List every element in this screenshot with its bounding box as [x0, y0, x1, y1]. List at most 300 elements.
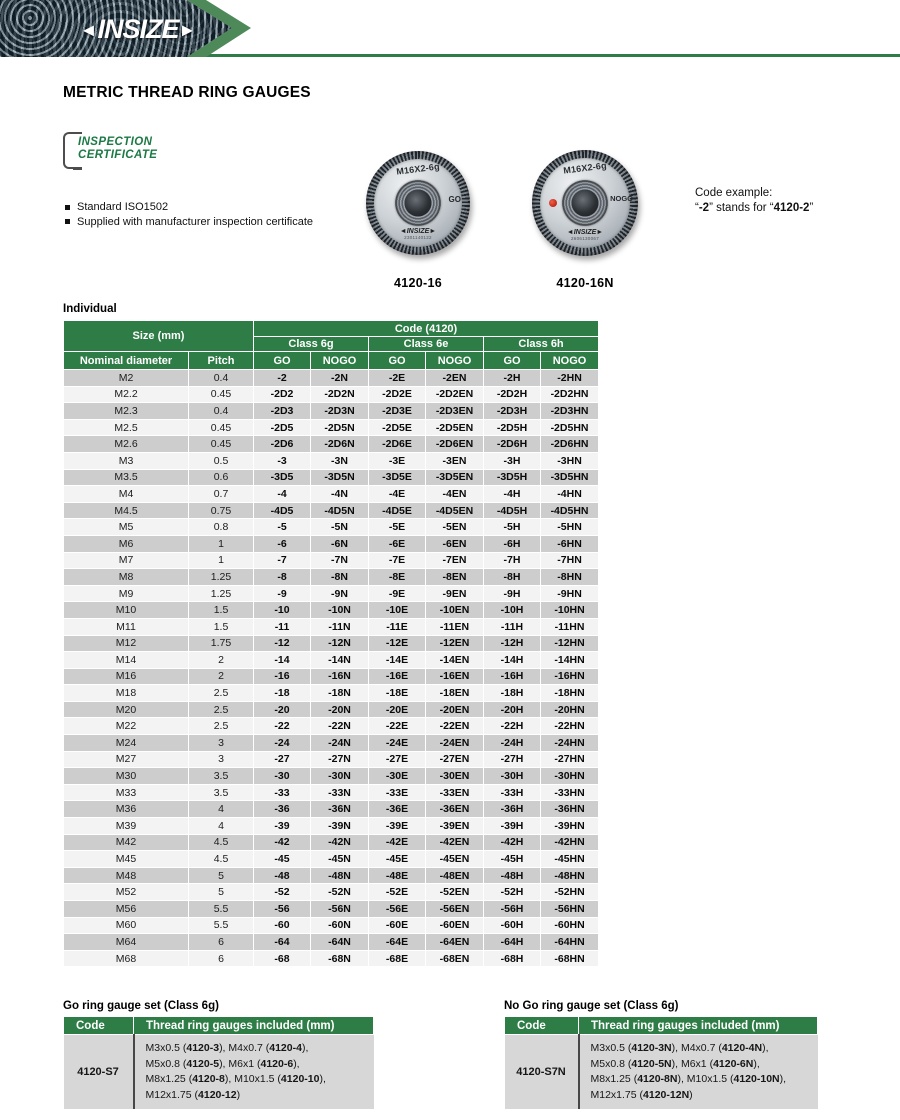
code-cell: -7EN	[426, 552, 484, 569]
code-example-heading: Code example:	[695, 187, 773, 199]
code-cell: -2D6HN	[541, 436, 599, 453]
go-header: GO	[484, 352, 541, 370]
pitch-cell: 1.5	[189, 618, 254, 635]
pitch-cell: 5.5	[189, 917, 254, 934]
pitch-cell: 0.5	[189, 452, 254, 469]
nominal-diameter-cell: M27	[64, 751, 189, 768]
code-cell: -68HN	[541, 950, 599, 967]
code-cell: -39	[254, 818, 311, 835]
code-cell: -5E	[369, 519, 426, 536]
pitch-cell: 0.8	[189, 519, 254, 536]
code-cell: -2D2H	[484, 386, 541, 403]
code-cell: -48H	[484, 867, 541, 884]
code-cell: -3	[254, 452, 311, 469]
nominal-diameter-cell: M45	[64, 851, 189, 868]
pitch-cell: 1.25	[189, 569, 254, 586]
code-cell: -48E	[369, 867, 426, 884]
code-cell: -2D3E	[369, 403, 426, 420]
nominal-diameter-cell: M9	[64, 585, 189, 602]
code-cell: -14EN	[426, 652, 484, 669]
code-cell: -22E	[369, 718, 426, 735]
pitch-cell: 0.4	[189, 403, 254, 420]
code-cell: -14E	[369, 652, 426, 669]
code-cell: -3D5HN	[541, 469, 599, 486]
code-cell: -11H	[484, 618, 541, 635]
code-cell: -2D5H	[484, 419, 541, 436]
nominal-diameter-cell: M48	[64, 867, 189, 884]
nogo-ring-caption: 4120-16N	[556, 276, 614, 290]
code-cell: -11N	[311, 618, 369, 635]
code-cell: -3HN	[541, 452, 599, 469]
nominal-diameter-cell: M60	[64, 917, 189, 934]
code-cell: -68	[254, 950, 311, 967]
code-cell: -12H	[484, 635, 541, 652]
nogo-header: NOGO	[311, 352, 369, 370]
code-cell: -22EN	[426, 718, 484, 735]
code-cell: -52HN	[541, 884, 599, 901]
code-cell: -14HN	[541, 652, 599, 669]
set-code-value: 4120-S7	[64, 1035, 134, 1110]
go-header: GO	[254, 352, 311, 370]
code-cell: -2D6H	[484, 436, 541, 453]
set-contents-line: M12x1.75 (4120-12)	[145, 1088, 241, 1101]
pitch-cell: 6	[189, 934, 254, 951]
go-ring-gauge-image	[366, 151, 470, 255]
nominal-diameter-cell: M12	[64, 635, 189, 652]
code-cell: -68E	[369, 950, 426, 967]
code-cell: -33H	[484, 784, 541, 801]
code-cell: -2HN	[541, 370, 599, 387]
code-cell: -2D5	[254, 419, 311, 436]
code-cell: -2D6EN	[426, 436, 484, 453]
pitch-cell: 1	[189, 552, 254, 569]
table-row	[64, 552, 599, 569]
code-cell: -45EN	[426, 851, 484, 868]
code-cell: -42N	[311, 834, 369, 851]
code-cell: -20HN	[541, 701, 599, 718]
nogo-header: NOGO	[426, 352, 484, 370]
badge-line2: CERTIFICATE	[78, 148, 158, 161]
pitch-cell: 4.5	[189, 851, 254, 868]
code-cell: -2D3N	[311, 403, 369, 420]
code-cell: -64H	[484, 934, 541, 951]
code-cell: -42EN	[426, 834, 484, 851]
code-cell: -45N	[311, 851, 369, 868]
code-cell: -18HN	[541, 685, 599, 702]
table-row	[64, 867, 599, 884]
code-cell: -2D2	[254, 386, 311, 403]
table-row	[64, 751, 599, 768]
code-cell: -8H	[484, 569, 541, 586]
code-example	[695, 186, 813, 216]
code-cell: -16E	[369, 668, 426, 685]
code-cell: -52N	[311, 884, 369, 901]
code-cell: -14H	[484, 652, 541, 669]
code-cell: -2N	[311, 370, 369, 387]
go-set-title: Go ring gauge set (Class 6g)	[63, 1000, 219, 1012]
pitch-cell: 2	[189, 668, 254, 685]
code-cell: -2D2E	[369, 386, 426, 403]
table-row	[64, 502, 599, 519]
code-cell: -18EN	[426, 685, 484, 702]
code-cell: -4H	[484, 486, 541, 503]
nogo-set-title: No Go ring gauge set (Class 6g)	[504, 1000, 679, 1012]
code-cell: -8	[254, 569, 311, 586]
code-cell: -4D5	[254, 502, 311, 519]
code-cell: -11HN	[541, 618, 599, 635]
code-cell: -20	[254, 701, 311, 718]
code-cell: -22	[254, 718, 311, 735]
code-cell: -12	[254, 635, 311, 652]
code-cell: -12EN	[426, 635, 484, 652]
pitch-cell: 4	[189, 818, 254, 835]
insize-logo	[58, 14, 218, 45]
code-cell: -48	[254, 867, 311, 884]
code-cell: -27E	[369, 751, 426, 768]
table-row	[64, 851, 599, 868]
code-cell: -30EN	[426, 768, 484, 785]
table-row	[64, 801, 599, 818]
logo-right-arrow-icon: ►	[178, 20, 197, 40]
nominal-diameter-cell: M68	[64, 950, 189, 967]
code-cell: -14N	[311, 652, 369, 669]
nominal-diameter-cell: M11	[64, 618, 189, 635]
code-cell: -36	[254, 801, 311, 818]
code-cell: -39EN	[426, 818, 484, 835]
code-cell: -5	[254, 519, 311, 536]
code-cell: -64E	[369, 934, 426, 951]
table-row	[64, 701, 599, 718]
set-code-header: Code	[64, 1017, 134, 1035]
code-cell: -33EN	[426, 784, 484, 801]
pitch-cell: 5.5	[189, 901, 254, 918]
pitch-cell: 0.75	[189, 502, 254, 519]
pitch-cell: 0.6	[189, 469, 254, 486]
table-row	[64, 569, 599, 586]
nominal-diameter-cell: M24	[64, 735, 189, 752]
pitch-cell: 6	[189, 950, 254, 967]
code-cell: -60HN	[541, 917, 599, 934]
table-row	[64, 419, 599, 436]
feature-item	[65, 215, 313, 230]
pitch-cell: 5	[189, 884, 254, 901]
nominal-diameter-cell: M56	[64, 901, 189, 918]
nogo-ring-gauge-image	[532, 150, 638, 256]
set-contents-header: Thread ring gauges included (mm)	[134, 1017, 374, 1035]
code-cell: -12HN	[541, 635, 599, 652]
code-cell: -60E	[369, 917, 426, 934]
code-cell: -4E	[369, 486, 426, 503]
code-cell: -4D5H	[484, 502, 541, 519]
code-cell: -10E	[369, 602, 426, 619]
code-cell: -4D5E	[369, 502, 426, 519]
logo-left-arrow-icon: ◄	[79, 20, 98, 40]
code-cell: -11	[254, 618, 311, 635]
pitch-cell: 2.5	[189, 685, 254, 702]
code-cell: -52EN	[426, 884, 484, 901]
table-row	[64, 834, 599, 851]
code-cell: -8HN	[541, 569, 599, 586]
individual-gauge-table	[63, 320, 599, 967]
square-bullet-icon	[65, 219, 70, 224]
code-cell: -14	[254, 652, 311, 669]
pitch-cell: 1.25	[189, 585, 254, 602]
set-contents-line: M8x1.25 (4120-8), M10x1.5 (4120-10),	[145, 1073, 326, 1085]
code-cell: -27HN	[541, 751, 599, 768]
code-cell: -4D5EN	[426, 502, 484, 519]
nominal-diameter-cell: M64	[64, 934, 189, 951]
table-row	[64, 818, 599, 835]
table-row	[64, 768, 599, 785]
code-cell: -36HN	[541, 801, 599, 818]
code-cell: -52H	[484, 884, 541, 901]
code-cell: -64N	[311, 934, 369, 951]
code-cell: -9E	[369, 585, 426, 602]
set-contents-line: M8x1.25 (4120-8N), M10x1.5 (4120-10N),	[590, 1073, 787, 1085]
pitch-cell: 3.5	[189, 768, 254, 785]
code-cell: -7HN	[541, 552, 599, 569]
pitch-cell: 4	[189, 801, 254, 818]
table-row	[64, 668, 599, 685]
code-cell: -6HN	[541, 535, 599, 552]
code-cell: -18N	[311, 685, 369, 702]
table-row	[64, 386, 599, 403]
pitch-cell: 2.5	[189, 701, 254, 718]
ring-serial-number: 2301140122	[404, 235, 432, 240]
nominal-diameter-cell: M18	[64, 685, 189, 702]
code-cell: -20H	[484, 701, 541, 718]
code-cell: -10H	[484, 602, 541, 619]
code-cell: -36E	[369, 801, 426, 818]
code-cell: -56EN	[426, 901, 484, 918]
code-cell: -33E	[369, 784, 426, 801]
code-cell: -11EN	[426, 618, 484, 635]
set-contents-line: M3x0.5 (4120-3N), M4x0.7 (4120-4N),	[590, 1042, 769, 1054]
code-cell: -3D5	[254, 469, 311, 486]
code-cell: -5N	[311, 519, 369, 536]
nominal-diameter-header: Nominal diameter	[64, 352, 189, 370]
code-cell: -2D2HN	[541, 386, 599, 403]
code-cell: -5H	[484, 519, 541, 536]
code-cell: -9EN	[426, 585, 484, 602]
code-example-detail: “-2” stands for “4120-2”	[695, 202, 814, 214]
nominal-diameter-cell: M42	[64, 834, 189, 851]
code-cell: -7N	[311, 552, 369, 569]
code-cell: -60N	[311, 917, 369, 934]
pitch-cell: 0.45	[189, 436, 254, 453]
class-6h-header: Class 6h	[484, 337, 599, 352]
ring-marking: M16X2-6g	[395, 161, 441, 177]
code-cell: -39N	[311, 818, 369, 835]
code-cell: -18	[254, 685, 311, 702]
code-cell: -6N	[311, 535, 369, 552]
code-cell: -16H	[484, 668, 541, 685]
code-cell: -33	[254, 784, 311, 801]
nominal-diameter-cell: M8	[64, 569, 189, 586]
code-cell: -56HN	[541, 901, 599, 918]
ring-threaded-hole	[562, 180, 608, 226]
table-row	[64, 519, 599, 536]
code-cell: -2D6	[254, 436, 311, 453]
ring-serial-number: 2606130067	[570, 236, 600, 241]
code-cell: -3D5E	[369, 469, 426, 486]
nominal-diameter-cell: M20	[64, 701, 189, 718]
code-cell: -22HN	[541, 718, 599, 735]
code-cell: -6E	[369, 535, 426, 552]
code-cell: -3E	[369, 452, 426, 469]
table-row	[64, 436, 599, 453]
nominal-diameter-cell: M3.5	[64, 469, 189, 486]
nominal-diameter-cell: M39	[64, 818, 189, 835]
code-cell: -6H	[484, 535, 541, 552]
code-cell: -42HN	[541, 834, 599, 851]
code-cell: -16	[254, 668, 311, 685]
go-header: GO	[369, 352, 426, 370]
code-cell: -9	[254, 585, 311, 602]
code-cell: -2EN	[426, 370, 484, 387]
pitch-cell: 2.5	[189, 718, 254, 735]
code-cell: -11E	[369, 618, 426, 635]
code-cell: -42H	[484, 834, 541, 851]
code-cell: -39HN	[541, 818, 599, 835]
nogo-set-table	[504, 1016, 818, 1109]
code-cell: -30HN	[541, 768, 599, 785]
page-title: METRIC THREAD RING GAUGES	[63, 84, 311, 101]
code-cell: -30H	[484, 768, 541, 785]
code-cell: -12E	[369, 635, 426, 652]
pitch-cell: 0.7	[189, 486, 254, 503]
square-bullet-icon	[65, 205, 70, 210]
code-cell: -56H	[484, 901, 541, 918]
set-contents-line: M3x0.5 (4120-3), M4x0.7 (4120-4),	[145, 1042, 309, 1054]
code-cell: -7E	[369, 552, 426, 569]
nominal-diameter-cell: M6	[64, 535, 189, 552]
feature-item	[65, 200, 313, 215]
nominal-diameter-cell: M2.3	[64, 403, 189, 420]
ring-go-label: GO	[448, 195, 461, 204]
code-cell: -2D3H	[484, 403, 541, 420]
ring-brand-text: ◄INSIZE►	[399, 228, 437, 235]
table-row	[64, 718, 599, 735]
code-cell: -9HN	[541, 585, 599, 602]
go-ring-caption: 4120-16	[394, 276, 442, 290]
individual-table-body	[64, 370, 599, 967]
individual-section-label: Individual	[63, 303, 117, 315]
nominal-diameter-cell: M2.5	[64, 419, 189, 436]
code-cell: -64HN	[541, 934, 599, 951]
code-cell: -60	[254, 917, 311, 934]
code-cell: -56E	[369, 901, 426, 918]
code-cell: -12N	[311, 635, 369, 652]
ring-threaded-hole	[395, 180, 441, 226]
code-cell: -7	[254, 552, 311, 569]
table-row	[64, 934, 599, 951]
code-cell: -16N	[311, 668, 369, 685]
code-cell: -3H	[484, 452, 541, 469]
pitch-cell: 1.75	[189, 635, 254, 652]
code-cell: -68H	[484, 950, 541, 967]
set-contents-header: Thread ring gauges included (mm)	[579, 1017, 818, 1035]
badge-line1: INSPECTION	[78, 136, 153, 148]
table-row	[64, 618, 599, 635]
code-cell: -2D3	[254, 403, 311, 420]
ring-bore	[405, 190, 432, 217]
table-row	[64, 652, 599, 669]
code-cell: -24H	[484, 735, 541, 752]
ring-marking: M16X2-6g	[562, 160, 608, 176]
code-cell: -24HN	[541, 735, 599, 752]
code-cell: -4	[254, 486, 311, 503]
ring-brand-mark	[532, 230, 638, 242]
code-cell: -27H	[484, 751, 541, 768]
code-cell: -60H	[484, 917, 541, 934]
code-cell: -45H	[484, 851, 541, 868]
code-cell: -68N	[311, 950, 369, 967]
table-row	[64, 635, 599, 652]
class-6e-header: Class 6e	[369, 337, 484, 352]
code-cell: -10EN	[426, 602, 484, 619]
code-cell: -5EN	[426, 519, 484, 536]
code-cell: -18H	[484, 685, 541, 702]
set-contents-line: M5x0.8 (4120-5N), M6x1 (4120-6N),	[590, 1057, 760, 1070]
ring-brand-mark	[366, 229, 470, 241]
code-cell: -52E	[369, 884, 426, 901]
code-cell: -4D5HN	[541, 502, 599, 519]
code-cell: -8N	[311, 569, 369, 586]
code-cell: -2D6N	[311, 436, 369, 453]
nominal-diameter-cell: M7	[64, 552, 189, 569]
code-cell: -7H	[484, 552, 541, 569]
code-cell: -2D5HN	[541, 419, 599, 436]
table-row	[64, 917, 599, 934]
set-contents-value	[134, 1035, 374, 1110]
certificate-badge-text	[78, 136, 157, 161]
code-cell: -6EN	[426, 535, 484, 552]
code-cell: -39E	[369, 818, 426, 835]
code-cell: -64	[254, 934, 311, 951]
code-cell: -48HN	[541, 867, 599, 884]
code-cell: -36N	[311, 801, 369, 818]
nominal-diameter-cell: M33	[64, 784, 189, 801]
nominal-diameter-cell: M30	[64, 768, 189, 785]
code-cell: -2E	[369, 370, 426, 387]
ring-brand-text: ◄INSIZE►	[566, 229, 604, 236]
code-cell: -48N	[311, 867, 369, 884]
code-cell: -30E	[369, 768, 426, 785]
code-cell: -2D3HN	[541, 403, 599, 420]
code-cell: -45HN	[541, 851, 599, 868]
pitch-cell: 5	[189, 867, 254, 884]
code-cell: -5HN	[541, 519, 599, 536]
nominal-diameter-cell: M52	[64, 884, 189, 901]
features-list	[65, 200, 313, 229]
code-cell: -20N	[311, 701, 369, 718]
nominal-diameter-cell: M2.6	[64, 436, 189, 453]
set-code-header: Code	[505, 1017, 579, 1035]
pitch-cell: 0.4	[189, 370, 254, 387]
nominal-diameter-cell: M22	[64, 718, 189, 735]
code-cell: -33HN	[541, 784, 599, 801]
code-cell: -2D5EN	[426, 419, 484, 436]
code-cell: -10HN	[541, 602, 599, 619]
code-cell: -42E	[369, 834, 426, 851]
code-cell: -2H	[484, 370, 541, 387]
go-set-table	[63, 1016, 374, 1109]
pitch-cell: 3	[189, 735, 254, 752]
code-cell: -16EN	[426, 668, 484, 685]
red-dot-indicator	[549, 199, 557, 207]
code-cell: -3N	[311, 452, 369, 469]
